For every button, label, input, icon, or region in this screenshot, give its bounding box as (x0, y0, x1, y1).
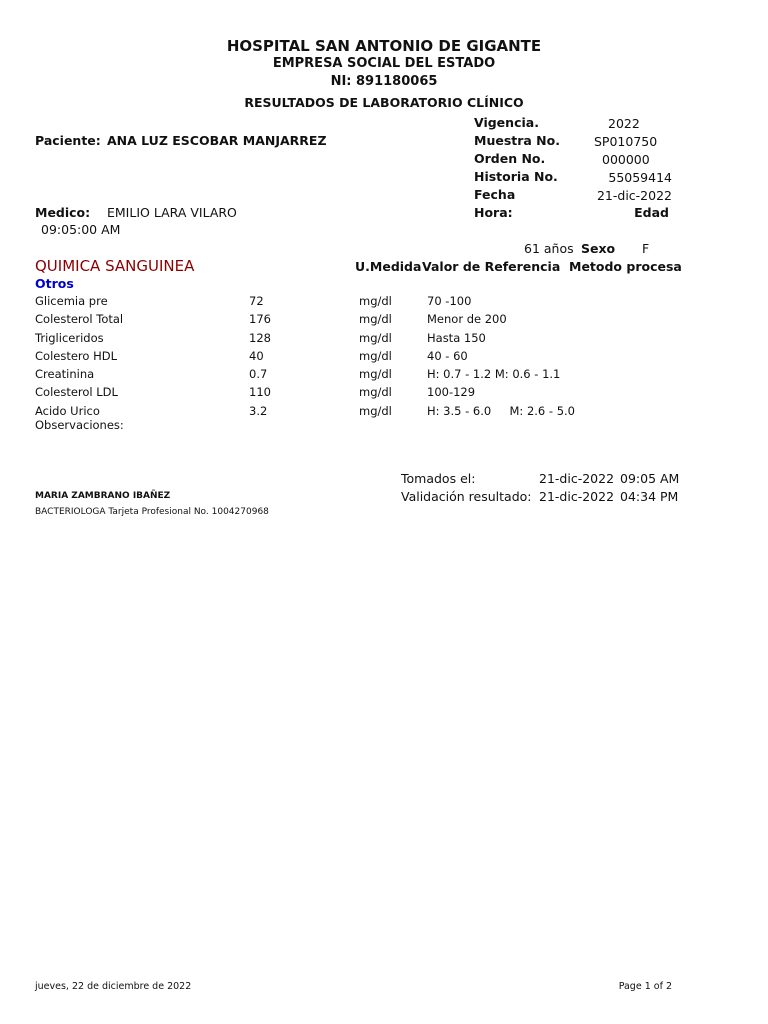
vigencia-label: Vigencia. (474, 115, 539, 130)
entity-name: EMPRESA SOCIAL DEL ESTADO (272, 56, 496, 71)
result-value: 3.2 (249, 404, 268, 418)
section-title: QUIMICA SANGUINEA (35, 257, 195, 275)
page-indicator: Page 1 of 2 (618, 981, 672, 992)
section-subtitle: Otros (35, 276, 74, 291)
taken-time: 09:05 AM (620, 471, 680, 486)
result-ref: Hasta 150 (427, 331, 486, 345)
result-unit: mg/dl (359, 349, 392, 363)
result-test: Trigliceridos (35, 331, 104, 345)
patient-name: ANA LUZ ESCOBAR MANJARREZ (107, 133, 327, 148)
result-value: 128 (249, 331, 271, 345)
hora-label: Hora: (474, 205, 513, 220)
result-test: Creatinina (35, 367, 95, 381)
observations-label: Observaciones: (35, 418, 124, 432)
signer-title: BACTERIOLOGA Tarjeta Profesional No. 1004270968 (35, 507, 269, 517)
historia-value: 55059414 (608, 170, 672, 185)
orden-label: Orden No. (474, 151, 546, 166)
result-unit: mg/dl (359, 312, 392, 326)
result-ref: Menor de 200 (427, 312, 507, 326)
validation-date: 21-dic-2022 (539, 489, 615, 504)
result-value: 176 (249, 312, 271, 326)
taken-date: 21-dic-2022 (539, 471, 615, 486)
collection-time: 09:05:00 AM (41, 222, 121, 237)
result-value: 0.7 (249, 367, 268, 381)
result-ref: 100-129 (427, 385, 476, 399)
result-unit: mg/dl (359, 404, 392, 418)
col-ref-header: Valor de Referencia (422, 259, 561, 274)
historia-label: Historia No. (474, 169, 558, 184)
col-method-header: Metodo procesa (569, 259, 682, 274)
result-ref: H: 0.7 - 1.2 M: 0.6 - 1.1 (427, 367, 561, 381)
edad-label: Edad (634, 205, 669, 220)
doctor-label: Medico: (35, 205, 91, 220)
validation-time: 04:34 PM (620, 489, 679, 504)
orden-value: 000000 (602, 152, 650, 167)
muestra-label: Muestra No. (474, 133, 560, 148)
validation-label: Validación resultado: (401, 489, 532, 504)
taken-label: Tomados el: (401, 471, 476, 486)
sex-label: Sexo (581, 241, 616, 256)
result-unit: mg/dl (359, 385, 392, 399)
result-ref: 40 - 60 (427, 349, 468, 363)
result-unit: mg/dl (359, 331, 392, 345)
fecha-label: Fecha (474, 187, 516, 202)
muestra-value: SP010750 (594, 134, 658, 149)
result-ref: 70 -100 (427, 294, 472, 308)
result-unit: mg/dl (359, 367, 392, 381)
fecha-value: 21-dic-2022 (596, 188, 672, 203)
footer-date: jueves, 22 de diciembre de 2022 (35, 981, 192, 992)
result-test: Colestero HDL (35, 349, 117, 363)
doctor-name: EMILIO LARA VILARO (107, 205, 237, 220)
result-test: Colesterol LDL (35, 385, 118, 399)
report-title: RESULTADOS DE LABORATORIO CLÍNICO (244, 95, 524, 110)
col-unit-header: U.Medida (355, 259, 422, 274)
result-test: Glicemia pre (35, 294, 108, 308)
patient-label: Paciente: (35, 133, 101, 148)
vigencia-value: 2022 (608, 116, 640, 131)
result-value: 40 (249, 349, 264, 363)
result-unit: mg/dl (359, 294, 392, 308)
result-value: 110 (249, 385, 271, 399)
sex-value: F (642, 241, 650, 256)
result-ref: H: 3.5 - 6.0 M: 2.6 - 5.0 (427, 404, 575, 418)
signer-name: MARIA ZAMBRANO IBAÑEZ (35, 491, 171, 501)
nit: NI: 891180065 (330, 74, 438, 89)
result-test: Acido Urico (35, 404, 100, 418)
result-test: Colesterol Total (35, 312, 124, 326)
result-value: 72 (249, 294, 264, 308)
hospital-name: HOSPITAL SAN ANTONIO DE GIGANTE (226, 37, 542, 55)
patient-age: 61 años (524, 241, 574, 256)
